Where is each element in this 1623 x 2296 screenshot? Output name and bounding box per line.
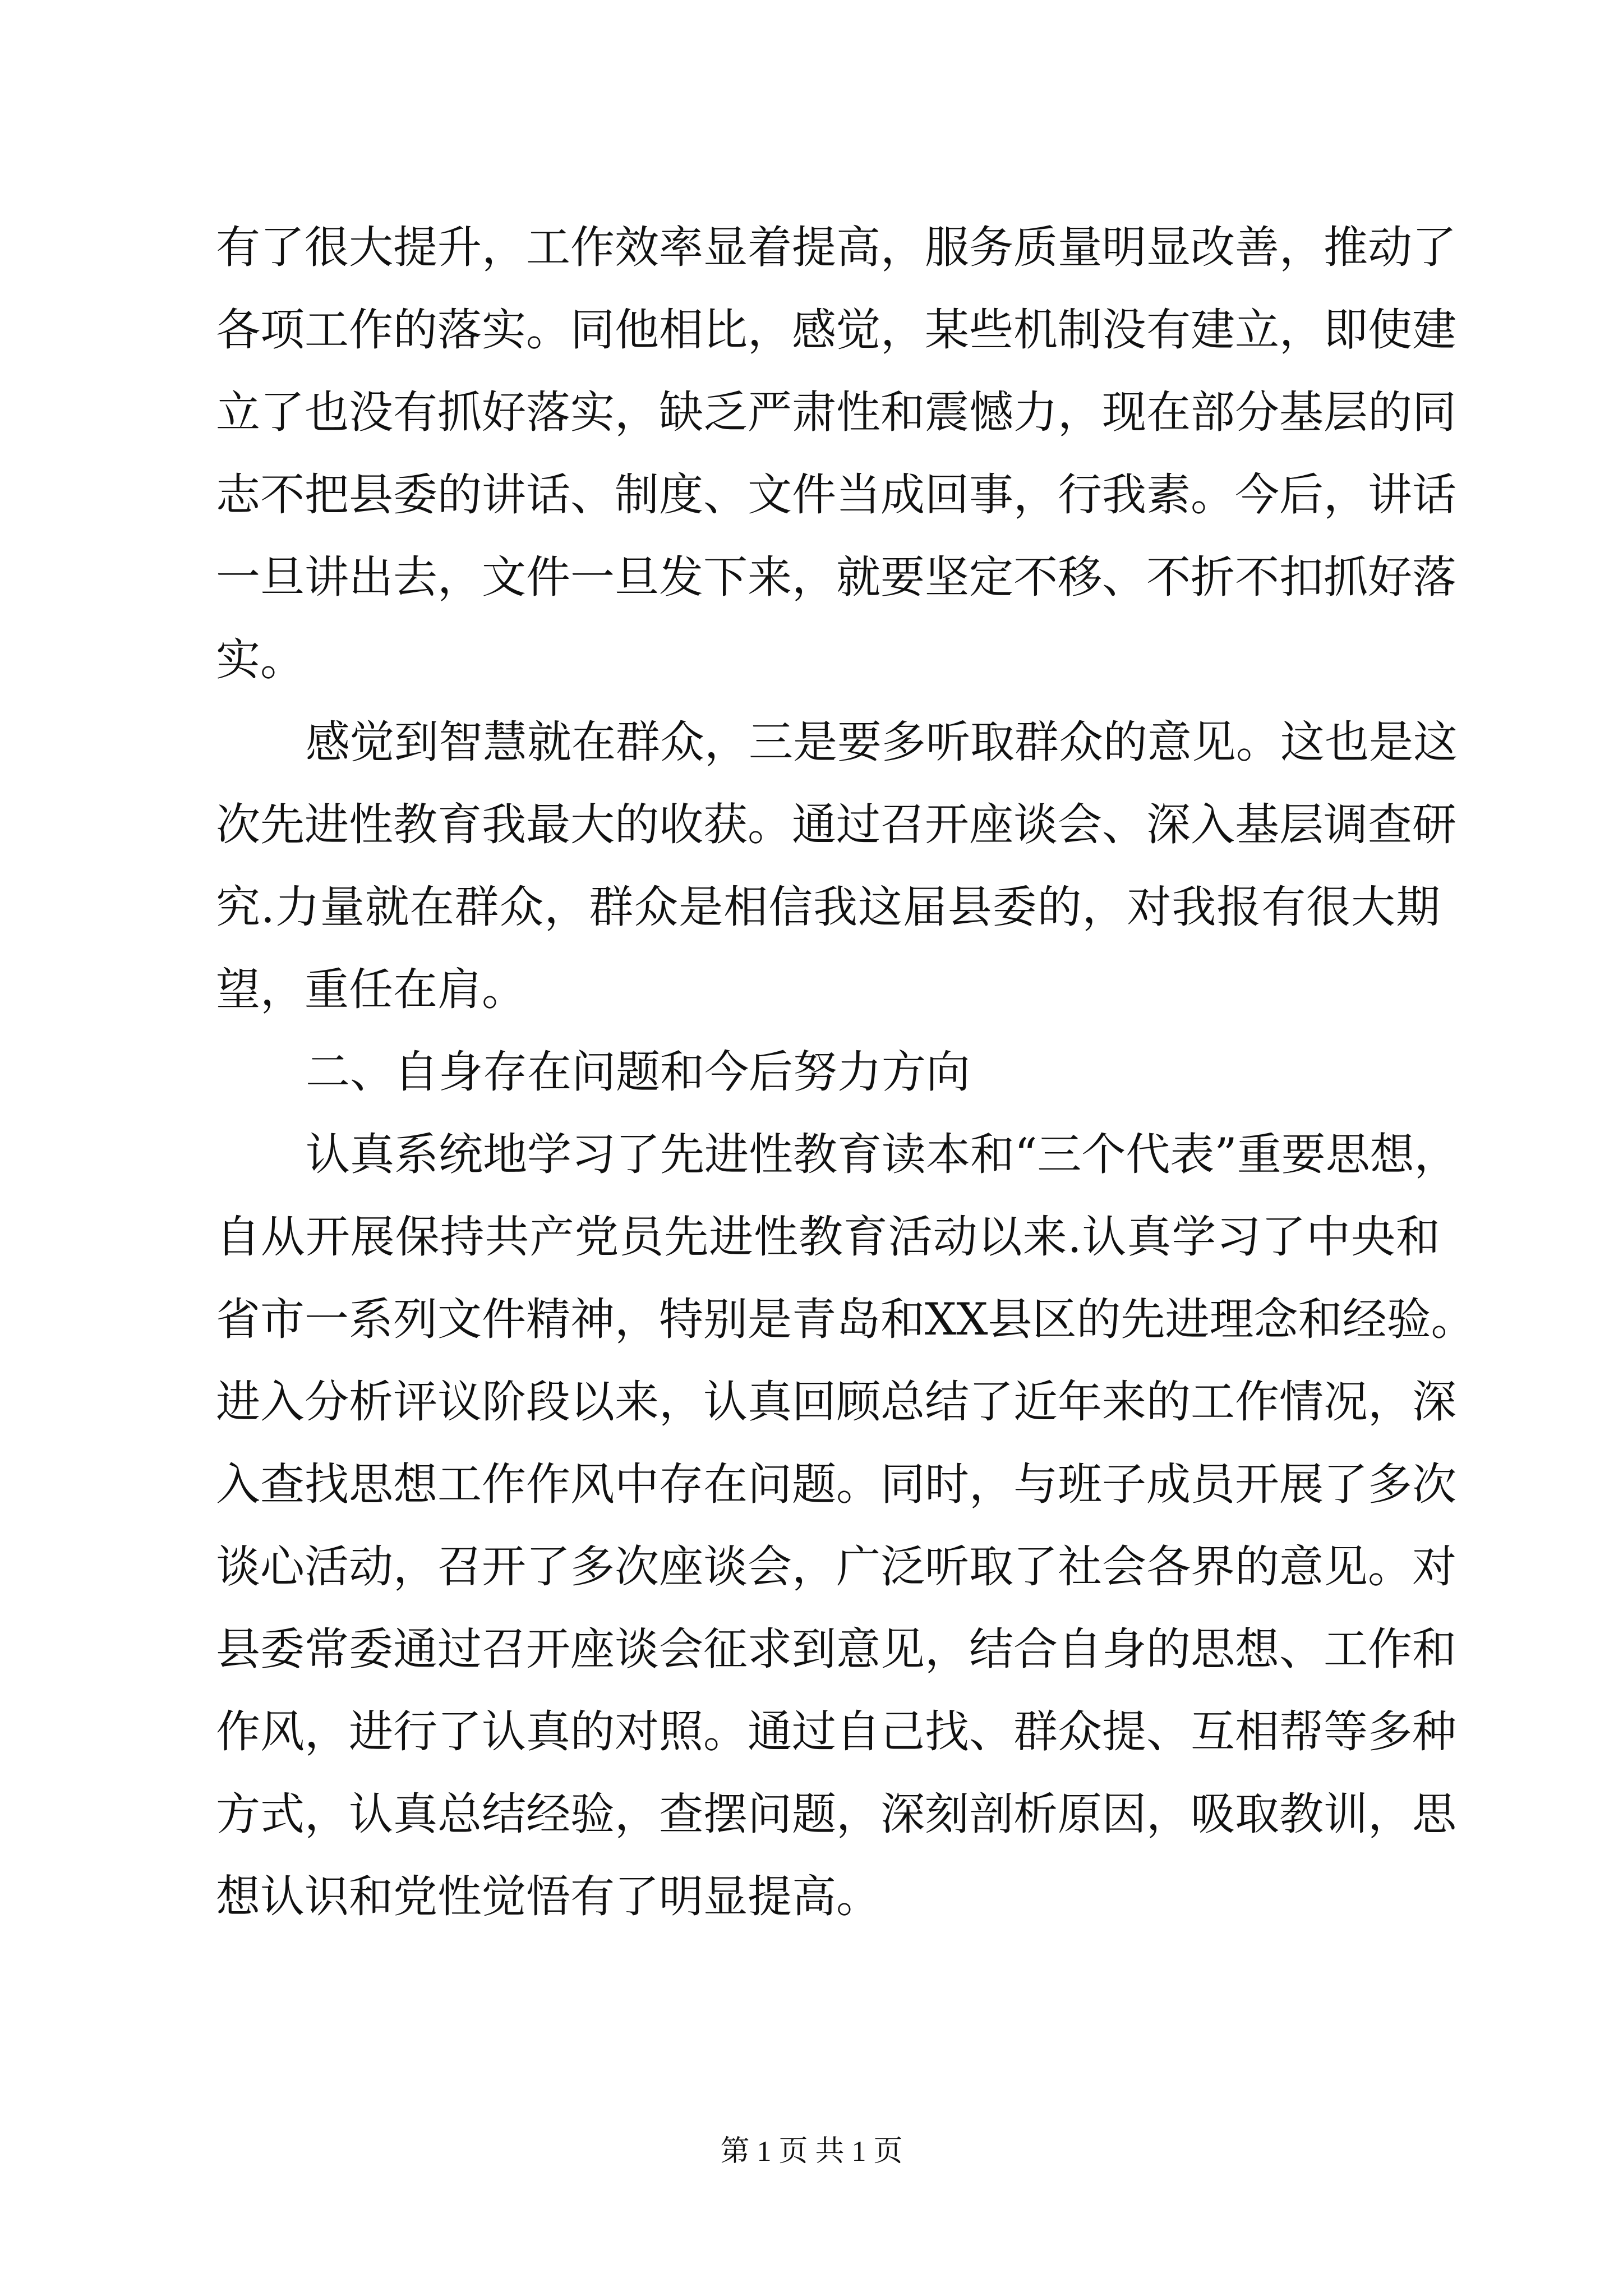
body-line-8: 次先进性教育我最大的收获。通过召开座谈会、深入基层调查研 xyxy=(216,799,1456,850)
body-line-3: 立了也没有抓好落实，缺乏严肃性和震憾力，现在部分基层的同 xyxy=(216,386,1456,438)
body-line-15: 进入分析评议阶段以来，认真回顾总结了近年来的工作情况，深 xyxy=(216,1376,1456,1428)
body-line-9: 究.力量就在群众，群众是相信我这届县委的，对我报有很大期 xyxy=(216,881,1440,933)
document-body xyxy=(216,206,1476,1938)
body-line-14: 省市一系列文件精神，特别是青岛和XX县区的先进理念和经验。 xyxy=(216,1294,1476,1345)
body-line-19: 作风，进行了认真的对照。通过自己找、群众提、互相帮等多种 xyxy=(216,1706,1456,1757)
section-heading: 二、自身存在问题和今后努力方向 xyxy=(306,1046,970,1098)
body-line-20: 方式，认真总结经验，查摆问题，深刻剖析原因，吸取教训，思 xyxy=(216,1788,1456,1840)
body-line-16: 入查找思想工作作风中存在问题。同时，与班子成员开展了多次 xyxy=(216,1458,1456,1510)
body-line-2: 各项工作的落实。同他相比，感觉，某些机制没有建立，即使建 xyxy=(216,304,1456,356)
body-line-17: 谈心活动，召开了多次座谈会，广泛听取了社会各界的意见。对 xyxy=(216,1541,1456,1593)
body-line-1: 有了很大提升，工作效率显着提高，服务质量明显改善，推动了 xyxy=(216,222,1456,273)
body-line-21: 想认识和党性觉悟有了明显提高。 xyxy=(216,1871,880,1922)
body-line-18: 县委常委通过召开座谈会征求到意见，结合自身的思想、工作和 xyxy=(216,1623,1456,1675)
page-number-footer: 第 1 页 共 1 页 xyxy=(720,2136,903,2168)
body-line-12: 认真系统地学习了先进性教育读本和“三个代表”重要思想， xyxy=(306,1129,1459,1180)
body-line-4: 志不把县委的讲话、制度、文件当成回事，行我素。今后，讲话 xyxy=(216,469,1456,521)
body-line-13: 自从开展保持共产党员先进性教育活动以来.认真学习了中央和 xyxy=(216,1211,1440,1263)
body-line-10: 望，重任在肩。 xyxy=(216,964,526,1015)
body-line-7: 感觉到智慧就在群众，三是要多听取群众的意见。这也是这 xyxy=(306,716,1458,768)
body-line-6: 实。 xyxy=(216,634,305,685)
body-line-5: 一旦讲出去，文件一旦发下来，就要坚定不移、不折不扣抓好落 xyxy=(216,551,1456,603)
